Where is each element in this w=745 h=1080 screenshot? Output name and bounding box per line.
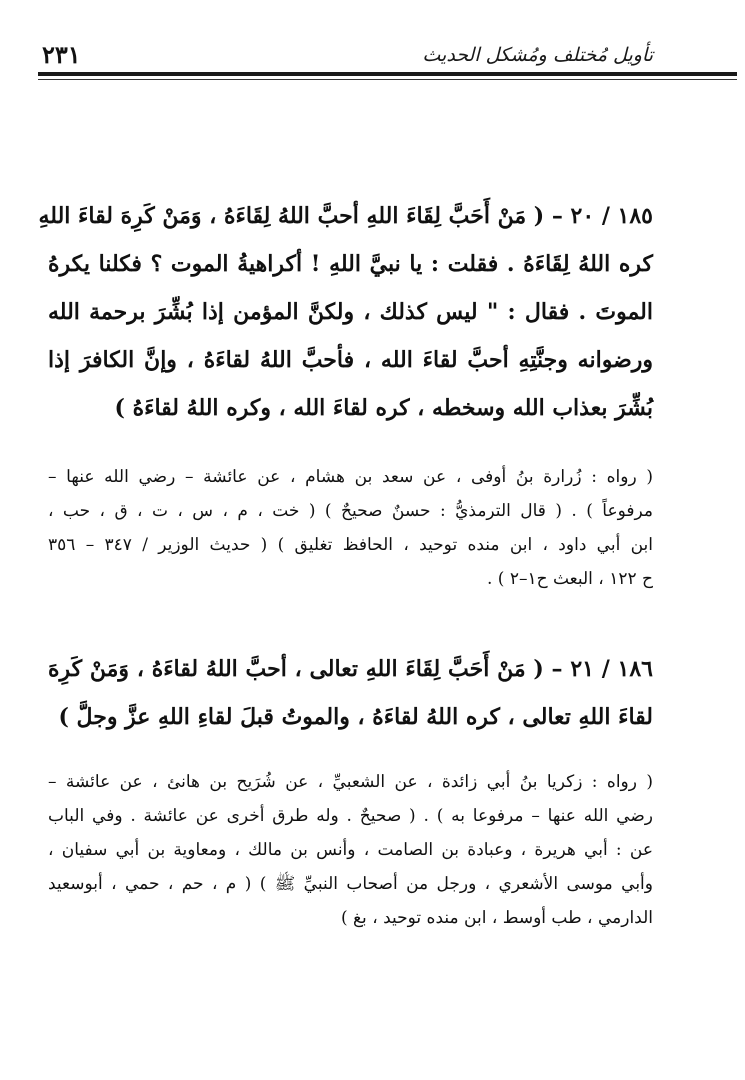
note-line: رضي الله عنها – مرفوعا به ) . ( صحيحٌ . وله طرق أخرى عن عائشة . وفي الباب [48,806,653,826]
hadith-line: لقاءَ اللهِ تعالى ، كره اللهُ لقاءَهُ ، والموتُ قبلَ لقاءِ اللهِ عزَّ وجلَّ ) [58,704,653,730]
header-rule-thick [38,72,737,76]
note-line: ح ١٢٢ ، البعث ح١–٢ ) . [486,569,653,589]
note-line: ابن أبي داود ، ابن منده توحيد ، الحافظ تغليق ) ( حديث الوزير / ٣٤٧ – ٣٥٦ [48,535,653,555]
hadith-line: ١٨٥ / ٢٠ – ( مَنْ أَحَبَّ لِقَاءَ اللهِ أحبَّ اللهُ لِقَاءَهُ ، وَمَنْ كَرِهَ لقاءَ اللهِ [38,203,653,229]
hadith-line: بُشِّرَ بعذاب الله وسخطه ، كره لقاءَ الله ، وكره اللهُ لقاءَهُ ) [114,395,653,421]
note-line: ( رواه : زُرارة بنُ أوفى ، عن سعد بن هشام ، عن عائشة – رضي الله عنها – [48,467,653,487]
hadith-line: كره اللهُ لِقَاءَهُ . فقلت : يا نبيَّ اللهِ ! أكراهيةُ الموت ؟ فكلنا يكرهُ [48,251,653,277]
takhrij-note-186 [48,765,653,935]
header-rule-thin [38,79,737,80]
hadith-line: ورضوانه وجنَّتِهِ أحبَّ لقاءَ الله ، فأحبَّ اللهُ لقاءَهُ ، وإنَّ الكافرَ إذا [48,347,653,373]
takhrij-note-185 [48,460,653,596]
note-line: الدارمي ، طب أوسط ، ابن منده توحيد ، بغ ) [340,908,653,928]
hadith-186 [48,645,653,741]
note-line: وأبي موسى الأشعري ، ورجل من أصحاب النبيِّ ﷺ ) ( م ، حم ، حمي ، أبوسعيد [48,874,653,894]
note-line: ( رواه : زكريا بنُ أبي زائدة ، عن الشعبيِّ ، عن شُرَيح بن هانئ ، عن عائشة – [48,772,653,792]
hadith-185 [38,192,653,432]
page-number: ٢٣١ [42,40,81,69]
note-line: مرفوعاً ) . ( قال الترمذيُّ : حسنٌ صحيحٌ ) ( خت ، م ، س ، ت ، ق ، حب ، [48,501,653,521]
running-header [42,38,653,74]
running-title: تأويل مُختلف ومُشكل الحديث [422,44,653,66]
note-line: عن : أبي هريرة ، وعبادة بن الصامت ، وأنس بن مالك ، ومعاوية بن أبي سفيان ، [48,840,653,860]
hadith-line: الموتَ . فقال : " ليس كذلك ، ولكنَّ المؤمن إذا بُشِّرَ برحمة الله [48,299,653,325]
hadith-line: ١٨٦ / ٢١ – ( مَنْ أَحَبَّ لِقَاءَ اللهِ تعالى ، أحبَّ اللهُ لقاءَهُ ، وَمَنْ كَرِهَ [48,656,653,682]
